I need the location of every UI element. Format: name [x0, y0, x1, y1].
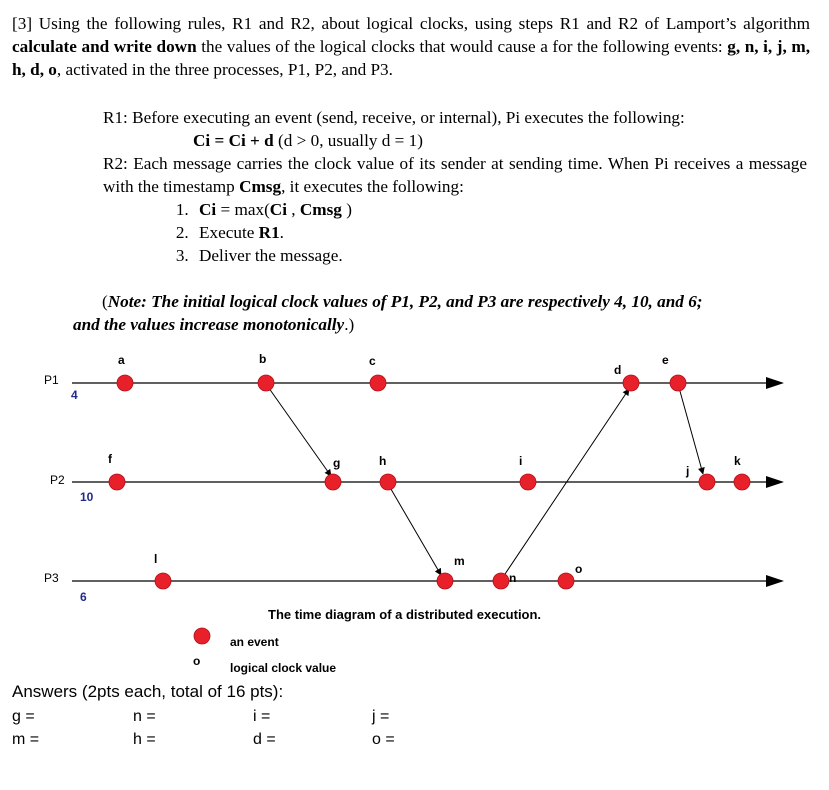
event-label-d: d [614, 363, 622, 377]
event-m [437, 573, 453, 589]
event-n [493, 573, 509, 589]
event-a [117, 375, 133, 391]
rule-r1-formula: Ci = Ci + d (d > 0, usually d = 1) [193, 131, 423, 150]
note: (Note: The initial logical clock values of P1, P2, and P3 are respectively 4, 10, and 6; and the values increase monotonically.) [73, 292, 703, 334]
event-label-i: i [519, 454, 523, 468]
event-label-b: b [259, 352, 267, 366]
answer-h: h = [133, 731, 156, 748]
event-label-g: g [333, 456, 341, 470]
process-label-p3: P3 [44, 571, 59, 585]
event-label-f: f [108, 452, 112, 466]
event-d [623, 375, 639, 391]
event-o [558, 573, 574, 589]
question-text: [3] Using the following rules, R1 and R2, about logical clocks, using steps R1 and R2 of Lamport’s algorithm calculate and write down the values of the logical clocks that would cause a for the following events: g, n, i, j, m, h, d, o, activated in the three processes, P1, P2, and P3. [12, 14, 810, 79]
event-h [380, 474, 396, 490]
answers-heading: Answers (2pts each, total of 16 pts): [12, 682, 284, 701]
p2-timeline-arrow [766, 476, 784, 488]
event-i [520, 474, 536, 490]
answer-m: m = [12, 731, 40, 748]
rules-block [103, 106, 807, 267]
initial-clock-p3: 6 [80, 590, 87, 604]
rule-r2: R2: Each message carries the clock value of its sender at sending time. When Pi receives a message with the timestamp Cmsg, it executes the following: [103, 154, 807, 196]
p3-timeline-arrow [766, 575, 784, 587]
event-label-n: n [509, 571, 517, 585]
event-label-h: h [379, 454, 387, 468]
legend-event-dot [194, 628, 210, 644]
legend-event-label: an event [230, 635, 279, 649]
process-label-p2: P2 [50, 473, 65, 487]
rule-step-3: 3. Deliver the message. [193, 244, 807, 267]
event-label-e: e [662, 353, 669, 367]
diagram-caption: The time diagram of a distributed execution. [268, 607, 542, 622]
answer-o: o = [372, 731, 395, 748]
event-c [370, 375, 386, 391]
initial-clock-p2: 10 [80, 490, 94, 504]
event-g [325, 474, 341, 490]
process-label-p1: P1 [44, 373, 59, 387]
event-label-l: l [154, 552, 158, 566]
event-label-a: a [118, 353, 125, 367]
message-b-g [266, 384, 331, 476]
event-label-o: o [575, 562, 583, 576]
rule-r2-steps [103, 198, 807, 267]
answer-g: g = [12, 708, 35, 725]
event-e [670, 375, 686, 391]
legend-clock-label: logical clock value [230, 661, 337, 675]
event-j [699, 474, 715, 490]
event-l [155, 573, 171, 589]
legend-clock-symbol: o [193, 654, 201, 668]
event-k [734, 474, 750, 490]
event-f [109, 474, 125, 490]
message-h-m [388, 484, 441, 575]
event-label-k: k [734, 454, 741, 468]
answer-n: n = [133, 708, 156, 725]
rule-step-1: 1. Ci = max(Ci , Cmsg ) [193, 198, 807, 221]
answer-j: j = [372, 708, 390, 725]
time-diagram [0, 340, 829, 680]
message-e-j [678, 384, 703, 474]
initial-clock-p1: 4 [71, 388, 78, 402]
answer-i: i = [253, 708, 271, 725]
answer-d: d = [253, 731, 276, 748]
event-b [258, 375, 274, 391]
event-label-c: c [369, 354, 376, 368]
event-label-j: j [686, 464, 690, 478]
rule-r1: R1: Before executing an event (send, receive, or internal), Pi executes the following: [103, 108, 685, 127]
rule-step-2: 2. Execute R1. [193, 221, 807, 244]
p1-timeline-arrow [766, 377, 784, 389]
event-label-m: m [454, 554, 465, 568]
